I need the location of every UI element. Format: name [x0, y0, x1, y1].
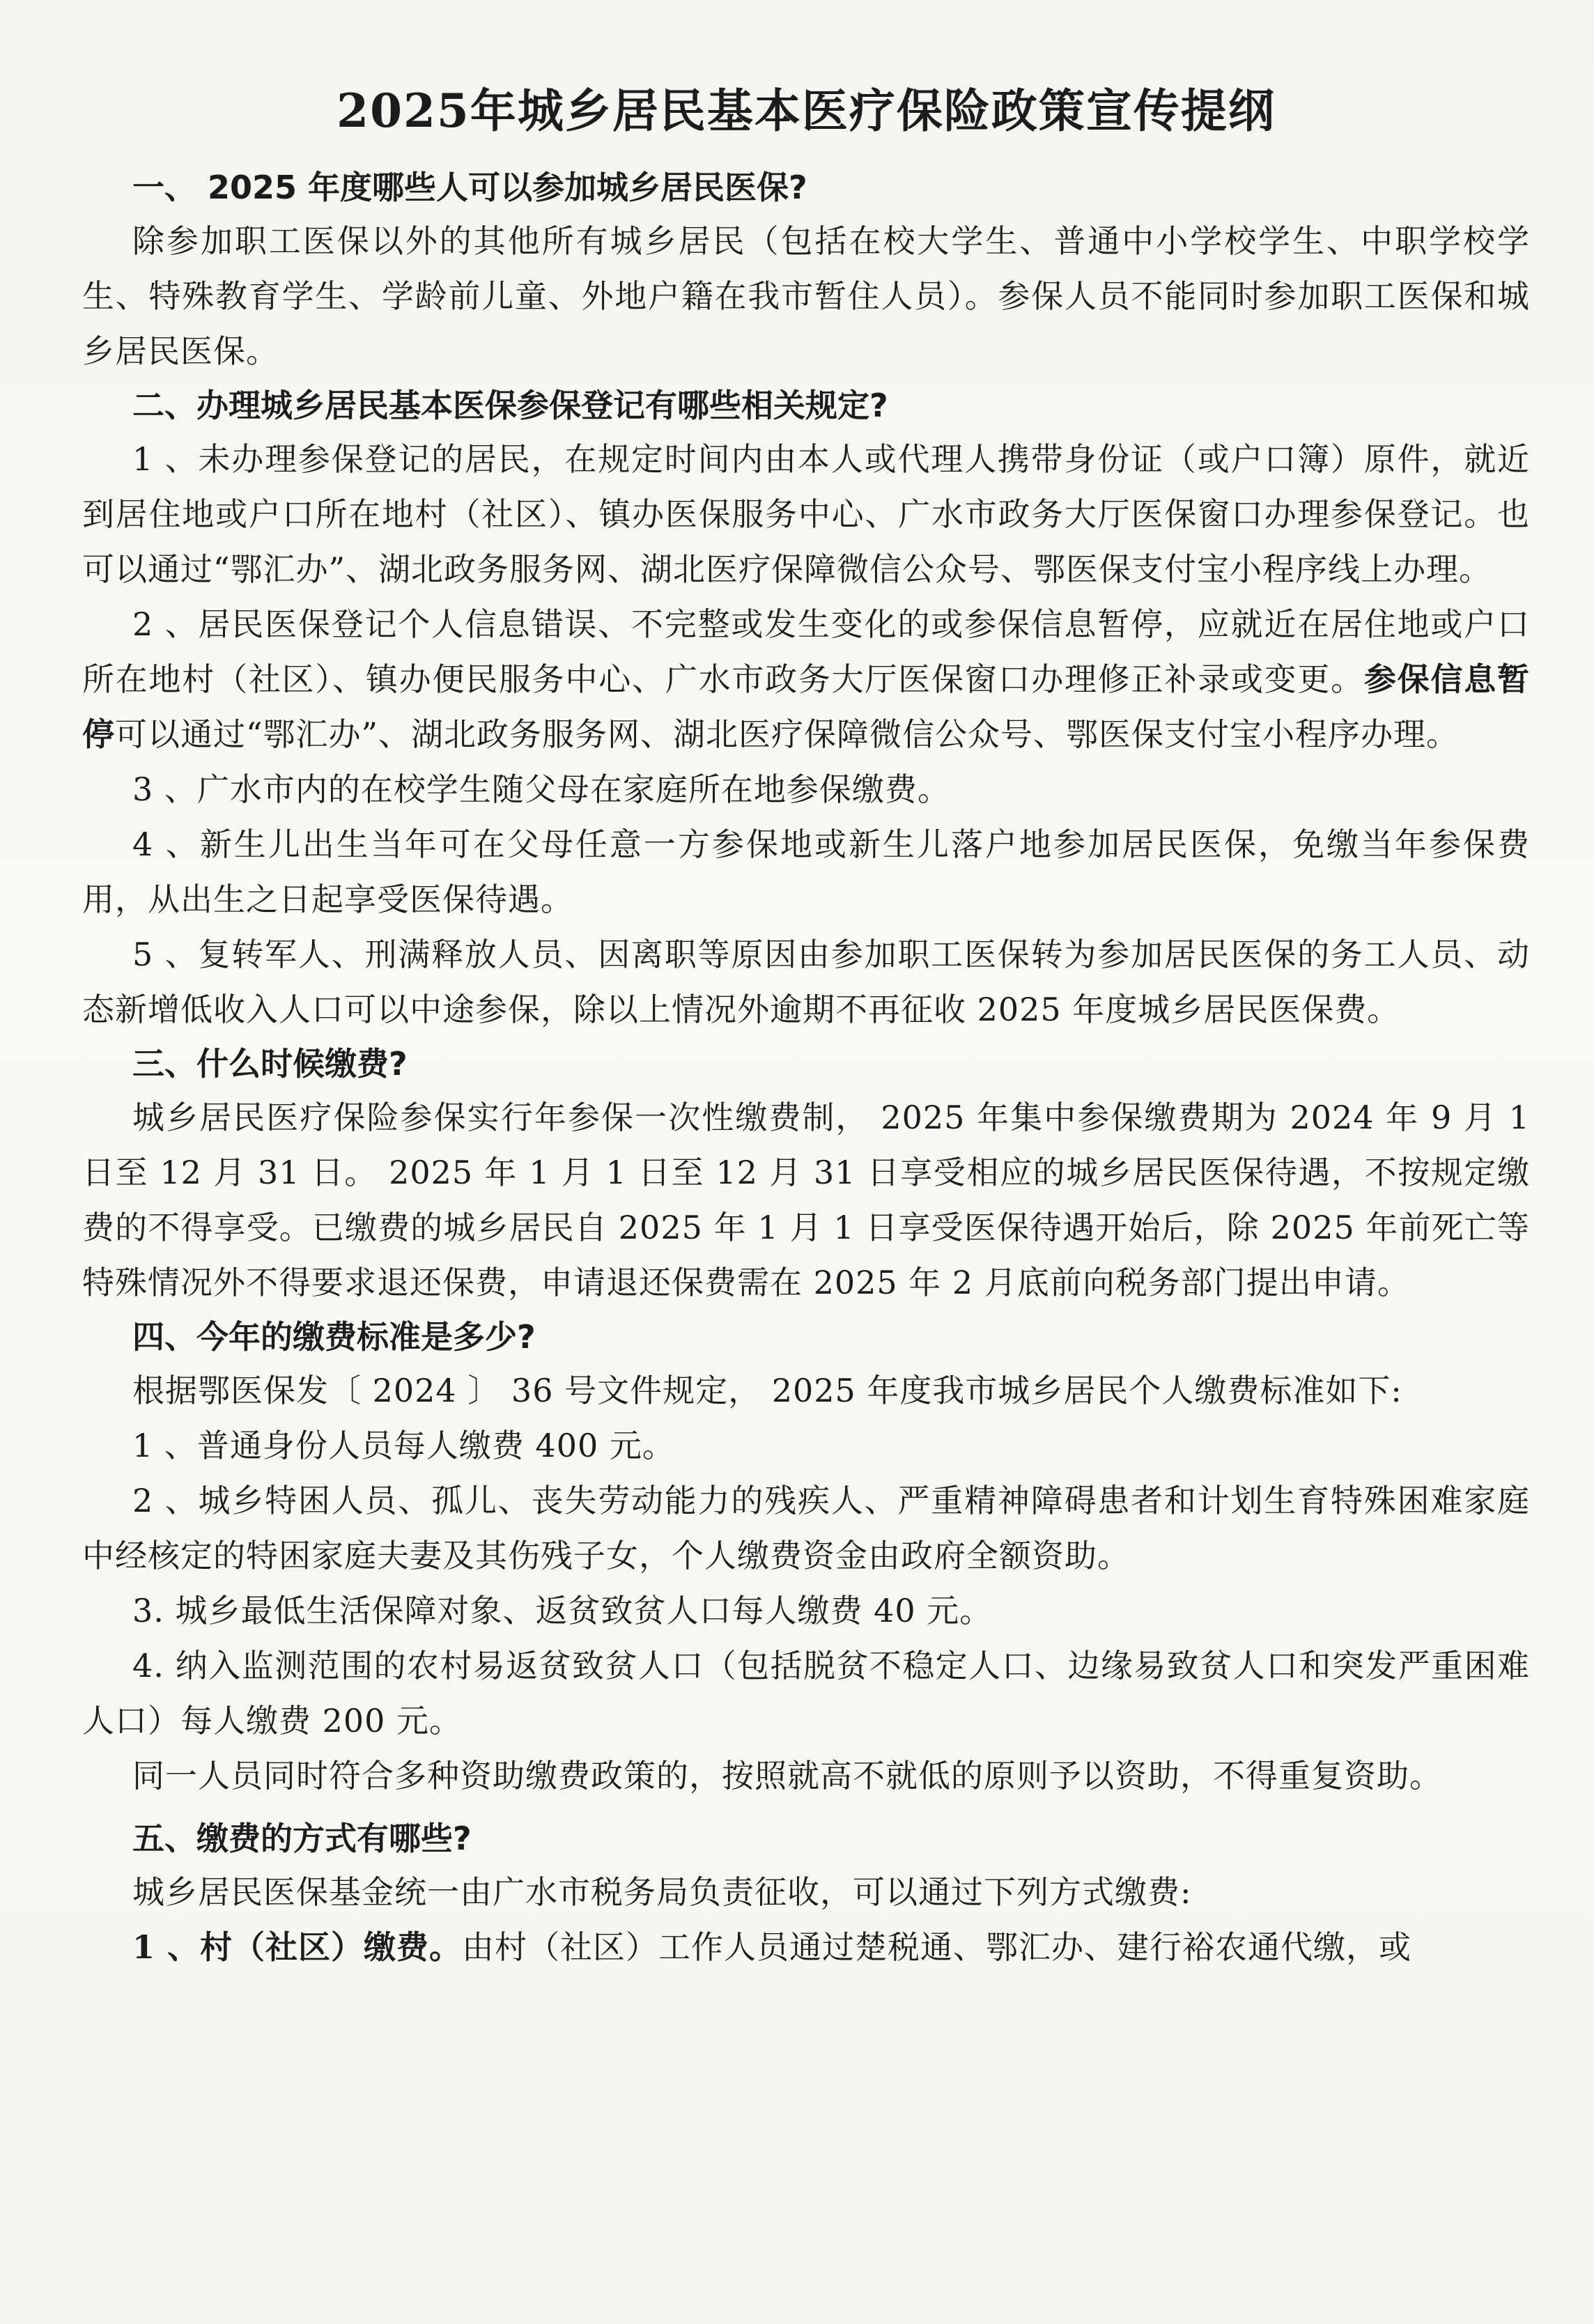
document-title: 2025年城乡居民基本医疗保险政策宣传提纲 [336, 84, 1276, 138]
section-3-paragraph: 城乡居民医疗保险参保实行年参保一次性缴费制， 2025 年集中参保缴费期为 2024 年 9 月 1 日至 12 月 31 日。 2025 年 1 月 1 日至 12 月 31 日享受相应的城乡居民医保待遇，不按规定缴费的不得享受。已缴费的城乡居民自 2025 年 1 月 1 日享受医保待遇开始后，除 2025 年前死亡等特殊情况外不得要求退还保费，申请退还保费需在 2025 年 2 月底前向税务部门提出申请。 [82, 1099, 1530, 1302]
section-3-heading: 三、什么时候缴费? [132, 1045, 408, 1083]
section-5-item-1-text: 由村（社区）工作人员通过楚税通、鄂汇办、建行裕农通代缴，或 [462, 1928, 1412, 1967]
section-2-item-1: 1 、未办理参保登记的居民，在规定时间内由本人或代理人携带身份证（或户口簿）原件，就近到居住地或户口所在地村（社区）、镇办医保服务中心、广水市政务大厅医保窗口办理参保登记。也可以通过“鄂汇办”、湖北政务服务网、湖北医疗保障微信公众号、鄂医保支付宝小程序线上办理。 [82, 440, 1530, 589]
section-2-item-2-text-c: 可以通过“鄂汇办”、湖北政务服务网、湖北医疗保障微信公众号、鄂医保支付宝小程序办理。 [115, 715, 1460, 754]
section-4-item-3: 3. 城乡最低生活保障对象、返贫致贫人口每人缴费 40 元。 [132, 1592, 993, 1630]
section-4-note: 同一人员同时符合多种资助缴费政策的，按照就高不就低的原则予以资助，不得重复资助。 [132, 1757, 1442, 1795]
section-5-intro: 城乡居民医保基金统一由广水市税务局负责征收，可以通过下列方式缴费: [132, 1873, 1192, 1912]
section-5-heading: 五、缴费的方式有哪些? [132, 1820, 472, 1858]
section-4-heading: 四、今年的缴费标准是多少? [132, 1318, 536, 1356]
section-2-item-3: 3 、广水市内的在校学生随父母在家庭所在地参保缴费。 [132, 770, 950, 809]
section-1-paragraph: 除参加职工医保以外的其他所有城乡居民（包括在校大学生、普通中小学校学生、中职学校学生、特殊教育学生、学龄前儿童、外地户籍在我市暂住人员）。参保人员不能同时参加职工医保和城乡居民医保。 [82, 222, 1530, 371]
section-2-item-2-bold: 参保信息暂停 [82, 660, 1531, 754]
section-1-heading: 一、 2025 年度哪些人可以参加城乡居民医保? [132, 169, 807, 207]
section-2-item-5: 5 、复转军人、刑满释放人员、因离职等原因由参加职工医保转为参加居民医保的务工人员、动态新增低收入人口可以中途参保，除以上情况外逾期不再征收 2025 年度城乡居民医保费。 [82, 936, 1530, 1029]
section-2-item-4: 4 、新生儿出生当年可在父母任意一方参保地或新生儿落户地参加居民医保，免缴当年参保费用，从出生之日起享受医保待遇。 [82, 826, 1530, 919]
section-2-item-2 [82, 597, 1530, 762]
section-4-item-2: 2 、城乡特困人员、孤儿、丧失劳动能力的残疾人、严重精神障碍患者和计划生育特殊困难家庭中经核定的特困家庭夫妻及其伤残子女，个人缴费资金由政府全额资助。 [82, 1482, 1530, 1575]
section-4-item-1: 1 、普通身份人员每人缴费 400 元。 [132, 1427, 675, 1465]
section-2-item-2-text-a: 2 、居民医保登记个人信息错误、不完整或发生变化的或参保信息暂停，应就近在居住地或户口所在地村（社区）、镇办便民服务中心、广水市政务大厅医保窗口办理修正补录或变更。 [82, 605, 1530, 699]
section-5-item-1 [82, 1920, 1530, 1975]
section-5-item-1-bold: 1 、村（社区）缴费。 [132, 1928, 463, 1967]
section-4-item-4: 4. 纳入监测范围的农村易返贫致贫人口（包括脱贫不稳定人口、边缘易致贫人口和突发严重困难人口）每人缴费 200 元。 [82, 1647, 1530, 1740]
section-4-intro: 根据鄂医保发〔 2024 〕 36 号文件规定， 2025 年度我市城乡居民个人缴费标准如下: [132, 1372, 1402, 1410]
section-2-heading: 二、办理城乡居民基本医保参保登记有哪些相关规定? [132, 387, 888, 425]
